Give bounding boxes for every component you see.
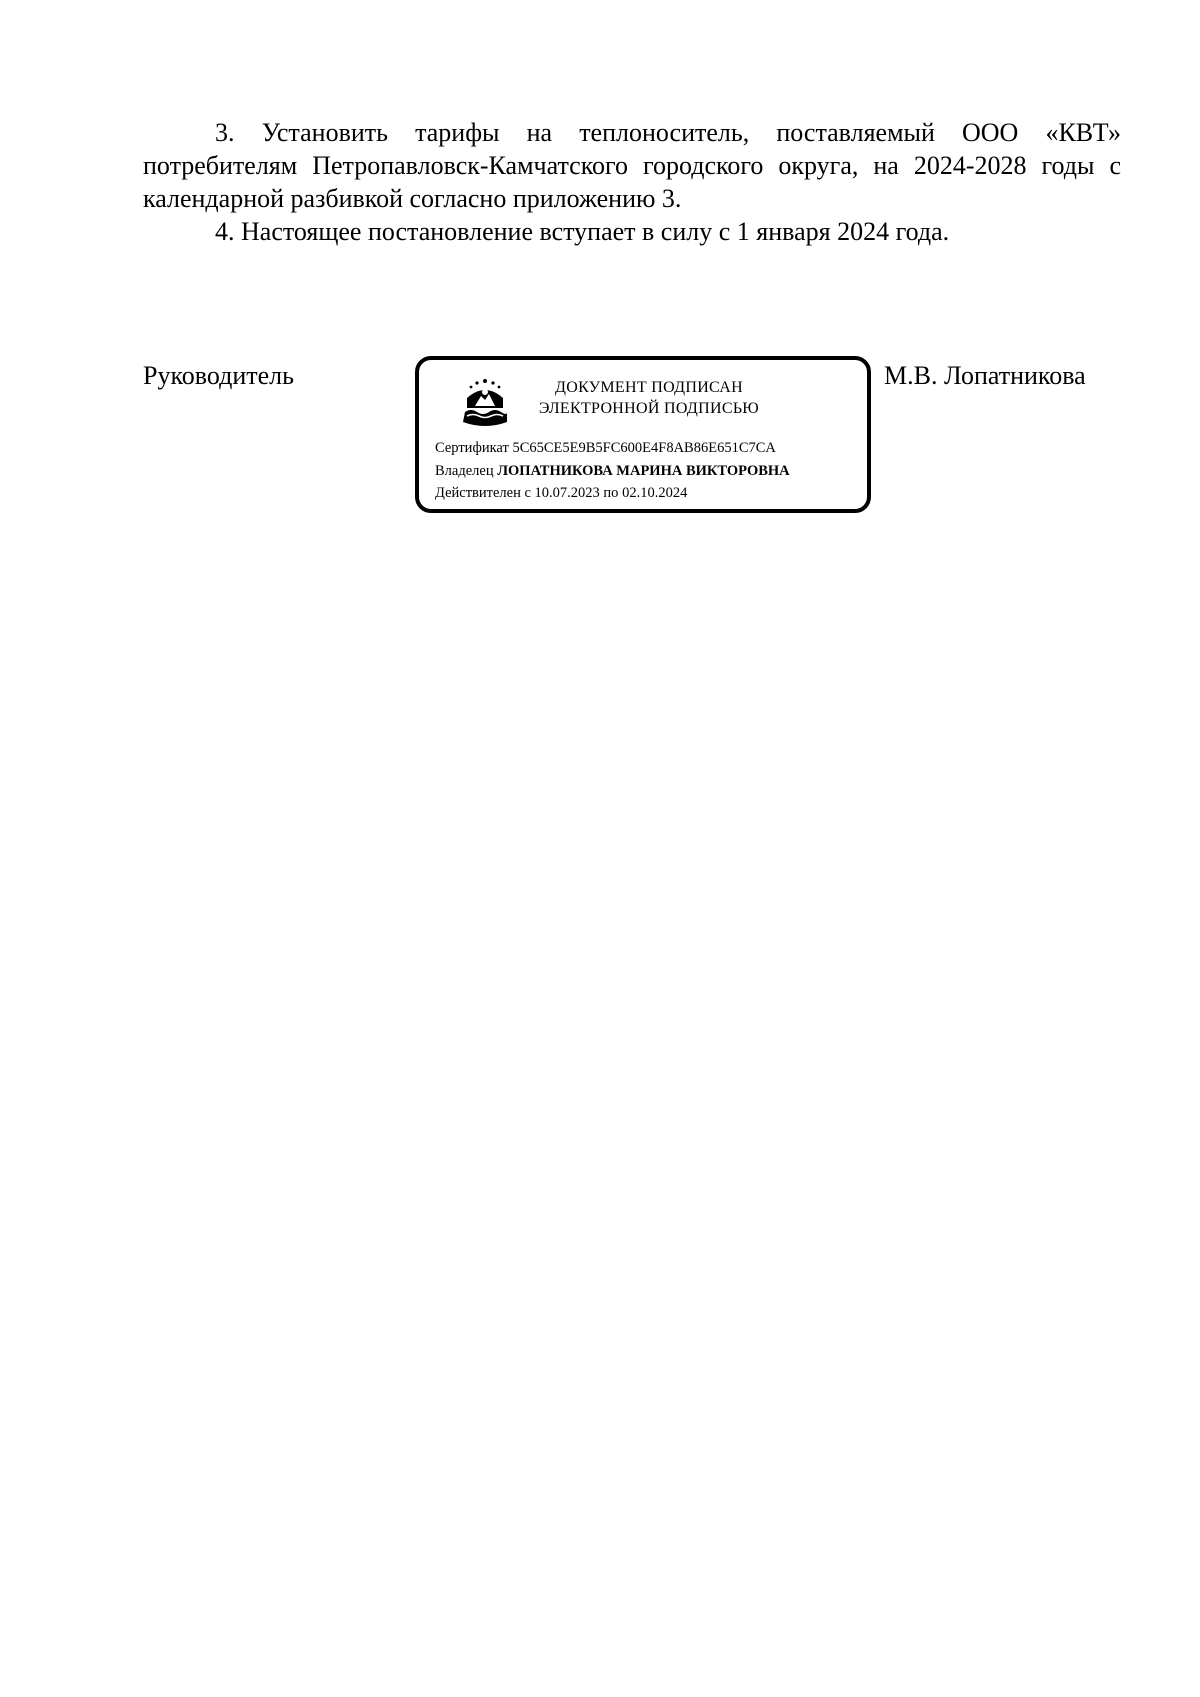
valid-to-date: 02.10.2024 — [622, 485, 688, 501]
stamp-heading-line-1: ДОКУМЕНТ ПОДПИСАН — [555, 379, 743, 396]
stamp-owner-line — [435, 462, 790, 481]
stamp-heading-line-2: ЭЛЕКТРОННОЙ ПОДПИСЬЮ — [538, 400, 760, 417]
valid-from-label: с — [524, 485, 531, 501]
stamp-certificate-line — [435, 439, 776, 458]
stamp-heading — [529, 377, 769, 419]
valid-from-date: 10.07.2023 — [534, 485, 600, 501]
paragraph-3: 3. Установить тарифы на теплоноситель, поставляемый ООО «КВТ» потребителям Петропавловск-Камчатского городского округа, на 2024-2028 годы с календарной разбивкой согласно приложению 3. — [143, 118, 1121, 213]
signatory-name: М.В. Лопатникова — [884, 361, 1086, 390]
valid-label: Действителен — [435, 485, 521, 501]
owner-value: ЛОПАТНИКОВА МАРИНА ВИКТОРОВНА — [497, 463, 790, 479]
electronic-signature-stamp — [415, 356, 871, 513]
paragraph-4: 4. Настоящее постановление вступает в силу с 1 января 2024 года. — [215, 217, 950, 246]
owner-label: Владелец — [435, 463, 494, 479]
certificate-label: Сертификат — [435, 440, 509, 456]
stamp-validity-line — [435, 484, 687, 503]
certificate-value: 5C65CE5E9B5FC600E4F8AB86E651C7CA — [512, 440, 776, 456]
valid-to-label: по — [603, 485, 619, 501]
kamchatka-coat-of-arms-icon — [459, 378, 511, 430]
signatory-position: Руководитель — [143, 361, 294, 390]
